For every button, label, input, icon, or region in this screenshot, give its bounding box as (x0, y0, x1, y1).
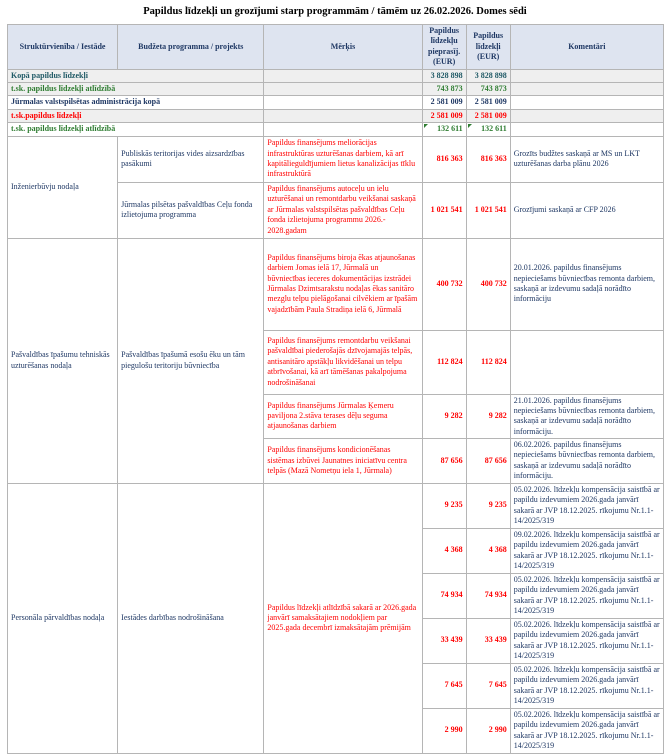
comment-cell: 21.01.2026. papildus finansējums nepieciešams būvniecības remonta darbiem, saskaņā ar izdevumu sadaļā norādīto informāciju. (510, 394, 663, 439)
requested-cell: 7 645 (422, 663, 466, 708)
summary-label: t.sk.papildus līdzekļi (8, 109, 264, 122)
allocated-cell: 816 363 (466, 136, 510, 182)
requested-cell: 9 235 (422, 483, 466, 528)
summary-allocated-value: 132 611 (481, 124, 507, 134)
header-unit: Struktūrvienība / Iestāde (8, 25, 118, 70)
allocated-cell: 1 021 541 (466, 182, 510, 238)
requested-cell: 112 824 (422, 330, 466, 394)
summary-allocated: 2 581 009 (466, 109, 510, 122)
requested-cell: 4 368 (422, 528, 466, 573)
program-cell: Jūrmalas pilsētas pašvaldības Ceļu fonda izlietojuma programma (118, 182, 264, 238)
empty-cell (510, 96, 663, 109)
summary-requested: 743 873 (422, 82, 466, 95)
table-row (8, 483, 664, 528)
allocated-cell: 9 235 (466, 483, 510, 528)
allocated-cell: 2 990 (466, 708, 510, 753)
program-cell: Publiskās teritorijas vides aizsardzības pasākumi (118, 136, 264, 182)
comment-cell: 09.02.2026. līdzekļu kompensācija saistībā ar papildu izdevumiem 2026.gada janvārī sakarā ar JVP 18.12.2025. rīkojumu Nr.1.1-14/2025/319 (510, 528, 663, 573)
allocated-cell: 87 656 (466, 439, 510, 484)
empty-cell (264, 82, 422, 95)
summary-requested-value: 132 611 (437, 124, 463, 134)
summary-row-total-remuneration (8, 82, 664, 95)
comment-cell: 05.02.2026. līdzekļu kompensācija saistībā ar papildu izdevumiem 2026.gada janvārī sakarā ar JVP 18.12.2025. rīkojumu Nr.1.1-14/2025/319 (510, 483, 663, 528)
requested-cell: 74 934 (422, 573, 466, 618)
allocated-cell: 9 282 (466, 394, 510, 439)
purpose-cell: Papildus finansējums kondicionēšanas sistēmas izbūvei Jaunatnes iniciatīvu centra telpās (Mazā Nometņu iela 1, Jūrmala) (264, 439, 422, 484)
empty-cell (264, 109, 422, 122)
header-allocated: Papildus līdzekļi (EUR) (466, 25, 510, 70)
comment-cell: Grozījumi saskaņā ar CFP 2026 (510, 182, 663, 238)
empty-cell (264, 123, 422, 136)
summary-label: Jūrmalas valstspilsētas administrācija kopā (8, 96, 264, 109)
program-cell: Iestādes darbības nodrošināšana (118, 483, 264, 753)
comment-indicator-icon (468, 124, 472, 128)
purpose-cell: Papildus finansējums autoceļu un ielu uzturēšanai un remontdarbu veikšanai saskaņā ar Jūrmalas valstspilsētas pašvaldības Ceļu fonda izlietojuma programmu 2026.- 2028.gadam (264, 182, 422, 238)
requested-cell: 33 439 (422, 618, 466, 663)
allocated-cell: 400 732 (466, 238, 510, 330)
summary-requested: 2 581 009 (422, 96, 466, 109)
summary-label: t.sk. papildus līdzekļi atlīdzībā (8, 123, 264, 136)
empty-cell (510, 123, 663, 136)
header-requested: Papildus līdzekļu pieprasīj. (EUR) (422, 25, 466, 70)
summary-allocated: 743 873 (466, 82, 510, 95)
requested-cell: 400 732 (422, 238, 466, 330)
allocated-cell: 4 368 (466, 528, 510, 573)
allocated-cell: 33 439 (466, 618, 510, 663)
table-header-row (8, 25, 664, 70)
header-purpose: Mērķis (264, 25, 422, 70)
summary-label: Kopā papildus līdzekļi (8, 69, 264, 82)
requested-cell: 9 282 (422, 394, 466, 439)
header-program: Budžeta programma / projekts (118, 25, 264, 70)
summary-row-total (8, 69, 664, 82)
summary-label: t.sk. papildus līdzekļi atlīdzībā (8, 82, 264, 95)
empty-cell (510, 82, 663, 95)
table-row (8, 136, 664, 182)
summary-allocated: 3 828 898 (466, 69, 510, 82)
comment-cell (510, 330, 663, 394)
empty-cell (264, 96, 422, 109)
purpose-cell: Papildus finansējums meliorācijas infrastruktūras uzturēšanas darbiem, kā arī kapitālieguldījumiem lietus kanalizācijas tīklu infrastruktūrā (264, 136, 422, 182)
budget-table (7, 24, 664, 754)
requested-cell: 87 656 (422, 439, 466, 484)
summary-row-additional-funds (8, 109, 664, 122)
empty-cell (510, 109, 663, 122)
summary-row-remuneration (8, 123, 664, 136)
requested-cell: 1 021 541 (422, 182, 466, 238)
allocated-cell: 112 824 (466, 330, 510, 394)
unit-cell: Personāla pārvaldības nodaļa (8, 483, 118, 753)
document-page (0, 6, 670, 754)
empty-cell (264, 69, 422, 82)
program-cell: Pašvaldības īpašumā esošu ēku un tām piegulošu teritoriju būvniecība (118, 238, 264, 483)
summary-requested: 3 828 898 (422, 69, 466, 82)
requested-cell: 816 363 (422, 136, 466, 182)
summary-requested: 2 581 009 (422, 109, 466, 122)
purpose-cell: Papildus finansējums remontdarbu veikšanai pašvaldībai piederošajās dzīvojamajās telpās, antisanitāro apstākļu likvidēšanai un telpu atbrīvošanai, kā arī tāmēšanas pakalpojuma nodrošināšanai (264, 330, 422, 394)
comment-cell: 05.02.2026. līdzekļu kompensācija saistībā ar papildu izdevumiem 2026.gada janvārī sakarā ar JVP 18.12.2025. rīkojumu Nr.1.1-14/2025/319 (510, 573, 663, 618)
unit-cell: Inženierbūvju nodaļa (8, 136, 118, 238)
summary-row-administration (8, 96, 664, 109)
summary-allocated (466, 123, 510, 136)
page-title: Papildus līdzekļi un grozījumi starp programmām / tāmēm uz 26.02.2026. Domes sēdi (143, 6, 527, 17)
table-row (8, 238, 664, 330)
summary-requested (422, 123, 466, 136)
header-comments: Komentāri (510, 25, 663, 70)
comment-cell: 05.02.2026. līdzekļu kompensācija saistībā ar papildu izdevumiem 2026.gada janvārī sakarā ar JVP 18.12.2025. rīkojumu Nr.1.1-14/2025/319 (510, 708, 663, 753)
comment-cell: 06.02.2026. papildus finansējums nepieciešams būvniecības remonta darbiem, saskaņā ar izdevumu sadaļā norādīto informāciju. (510, 439, 663, 484)
purpose-cell: Papildus finansējums biroja ēkas atjaunošanas darbiem Jomas ielā 17, Jūrmalā un būvniecības ieceres dokumentācijas izstrādei Jūrmalas Dzimtsarakstu nodaļas ēkas sanitāro mezglu telpu pielāgošanai cilvēkiem ar īpašām vajadzībām Paula Stradiņa ielā 6, Jūrmalā (264, 238, 422, 330)
comment-cell: 20.01.2026. papildus finansējums nepieciešams būvniecības remonta darbiem, saskaņā ar izdevumu sadaļā norādīto informāciju (510, 238, 663, 330)
empty-cell (510, 69, 663, 82)
unit-cell: Pašvaldības īpašumu tehniskās uzturēšanas nodaļa (8, 238, 118, 483)
allocated-cell: 7 645 (466, 663, 510, 708)
comment-cell: Grozīts budžtes saskaņā ar MS un LKT uzturēšanas darba plānu 2026 (510, 136, 663, 182)
summary-allocated: 2 581 009 (466, 96, 510, 109)
comment-cell: 05.02.2026. līdzekļu kompensācija saistībā ar papildu izdevumiem 2026.gada janvārī sakarā ar JVP 18.12.2025. rīkojumu Nr.1.1-14/2025/319 (510, 663, 663, 708)
purpose-cell: Papildus finansējums Jūrmalas Ķemeru paviljona 2.stāva terases dēļu seguma atjaunošanas darbiem (264, 394, 422, 439)
comment-cell: 05.02.2026. līdzekļu kompensācija saistībā ar papildu izdevumiem 2026.gada janvārī sakarā ar JVP 18.12.2025. rīkojumu Nr.1.1-14/2025/319 (510, 618, 663, 663)
comment-indicator-icon (424, 124, 428, 128)
allocated-cell: 74 934 (466, 573, 510, 618)
requested-cell: 2 990 (422, 708, 466, 753)
purpose-cell: Papildus līdzekļi atlīdzībā sakarā ar 2026.gada janvārī samaksātajiem nodokļiem par 2025.gada decembrī izmaksātajām prēmijām (264, 483, 422, 753)
